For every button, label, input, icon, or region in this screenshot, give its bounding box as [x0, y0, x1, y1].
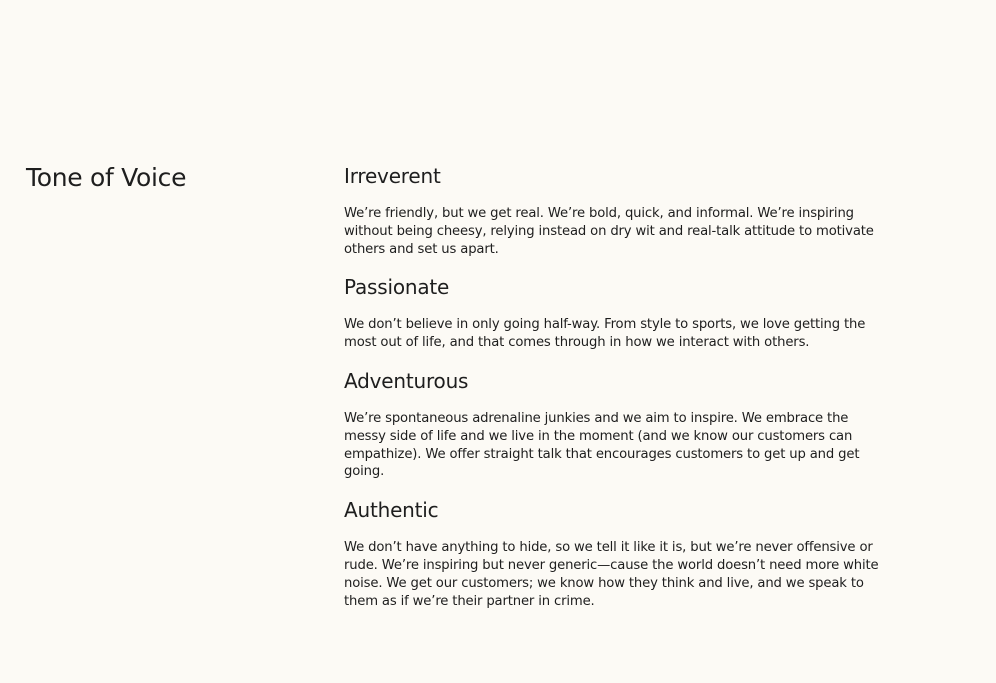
trait-description-authentic: We don’t have anything to hide, so we tell it like it is, but we’re never offensive or rude. We’re inspiring but never generic—cause the world doesn’t need more white noise. We get our customers; we know how they think and live, and we speak to them as if we’re their partner in crime.	[344, 540, 879, 609]
trait-heading-adventurous: Adventurous	[344, 368, 469, 393]
trait-passionate	[344, 273, 889, 352]
trait-heading-passionate: Passionate	[344, 275, 450, 300]
trait-adventurous	[344, 367, 889, 481]
trait-heading-authentic: Authentic	[344, 498, 439, 523]
trait-list	[344, 162, 889, 625]
trait-irreverent	[344, 162, 889, 258]
trait-authentic	[344, 496, 889, 610]
trait-description-passionate: We don’t believe in only going half-way. From style to sports, we love getting the most out of life, and that comes through in how we interact with others.	[344, 317, 866, 351]
trait-description-irreverent: We’re friendly, but we get real. We’re bold, quick, and informal. We’re inspiring without being cheesy, relying instead on dry wit and real-talk attitude to motivate others and set us apart.	[344, 206, 874, 257]
trait-description-adventurous: We’re spontaneous adrenaline junkies and we aim to inspire. We embrace the messy side of life and we live in the moment (and we know our customers can empathize). We offer straight talk that encourages customers to get up and get going.	[344, 410, 860, 480]
trait-heading-irreverent: Irreverent	[344, 164, 441, 188]
section-title: Tone of Voice	[26, 163, 187, 192]
